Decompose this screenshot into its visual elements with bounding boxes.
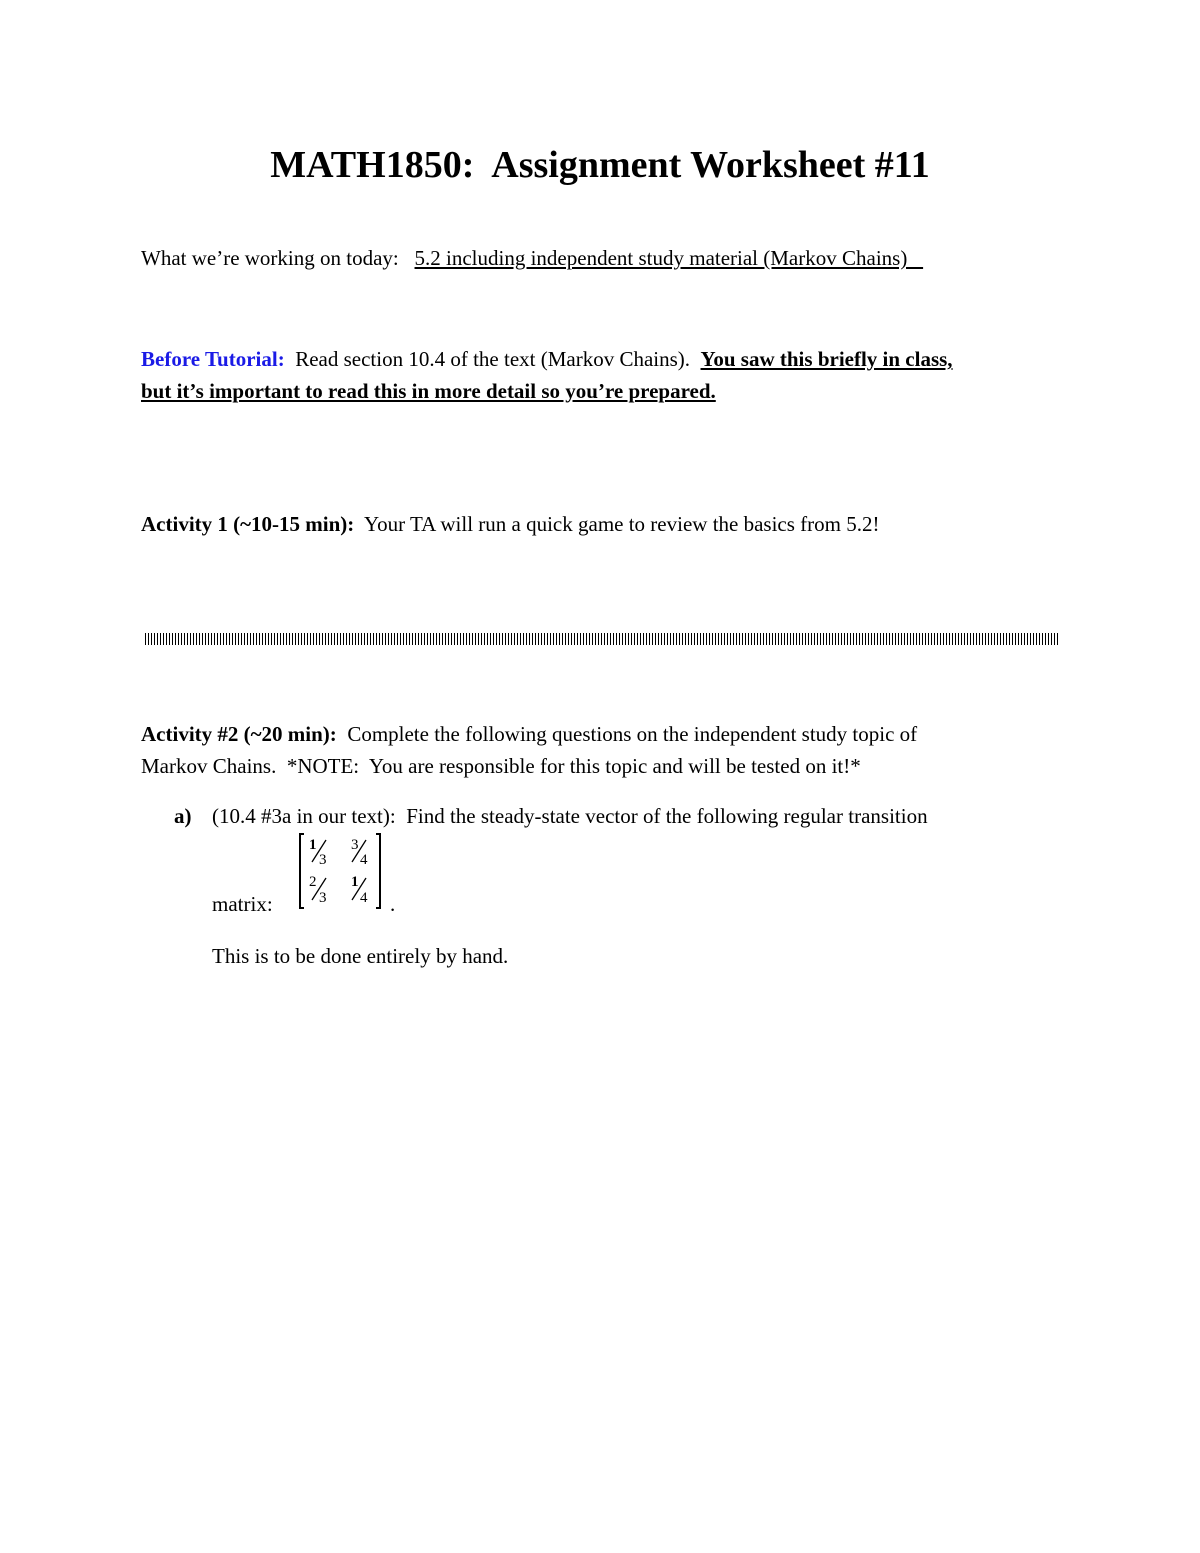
- matrix-left-bracket: [300, 834, 304, 908]
- activity-2-label: Activity #2 (~20 min):: [141, 722, 337, 746]
- before-tutorial-line-1: [141, 343, 953, 375]
- before-tutorial-line-2: [141, 375, 716, 407]
- matrix-r2c2-denominator: 4: [360, 890, 368, 906]
- question-a-note: This is to be done entirely by hand.: [212, 944, 509, 968]
- before-tutorial-emphasis-1: You saw this briefly in class,: [700, 347, 953, 371]
- activity-1-text: Your TA will run a quick game to review the basics from 5.2!: [364, 512, 880, 536]
- question-a-text: (10.4 #3a in our text): Find the steady-state vector of the following regular transition: [212, 804, 928, 828]
- matrix-r1c2-denominator: 4: [360, 852, 368, 868]
- matrix-r1c1-denominator: 3: [319, 852, 327, 868]
- before-tutorial-label: Before Tutorial:: [141, 347, 285, 371]
- matrix-r1c2-numerator: 3: [351, 837, 359, 853]
- matrix-right-bracket: [376, 834, 380, 908]
- matrix-r2c1-numerator: 2: [309, 874, 317, 890]
- activity-1-label: Activity 1 (~10-15 min):: [141, 512, 355, 536]
- matrix-end-period: .: [390, 892, 396, 916]
- topic-value: 5.2 including independent study material (Markov Chains): [414, 246, 924, 270]
- activity-1-line: [141, 508, 880, 540]
- transition-matrix-graphic: [298, 832, 386, 910]
- section-separator: [145, 633, 1059, 645]
- activity-2-line-1: [141, 718, 917, 750]
- question-a-marker: a): [174, 804, 192, 828]
- matrix-r2c2-numerator: 1: [351, 874, 359, 890]
- activity-2-line-2: [141, 750, 861, 782]
- transition-matrix: [298, 832, 386, 910]
- before-tutorial-emphasis-2: but it’s important to read this in more detail so you’re prepared.: [141, 379, 716, 403]
- activity-2-text-2: Markov Chains. *NOTE: You are responsible for this topic and will be tested on it!*: [141, 754, 861, 778]
- page-title: MATH1850: Assignment Worksheet #11: [270, 144, 930, 186]
- matrix-r2c1-denominator: 3: [319, 890, 327, 906]
- topic-line: [141, 242, 923, 274]
- matrix-label: matrix:: [212, 892, 273, 916]
- topic-label: What we’re working on today:: [141, 246, 399, 270]
- activity-2-text-1: Complete the following questions on the independent study topic of: [347, 722, 918, 746]
- before-tutorial-text: Read section 10.4 of the text (Markov Chains).: [295, 347, 691, 371]
- matrix-r1c1-numerator: 1: [309, 837, 317, 853]
